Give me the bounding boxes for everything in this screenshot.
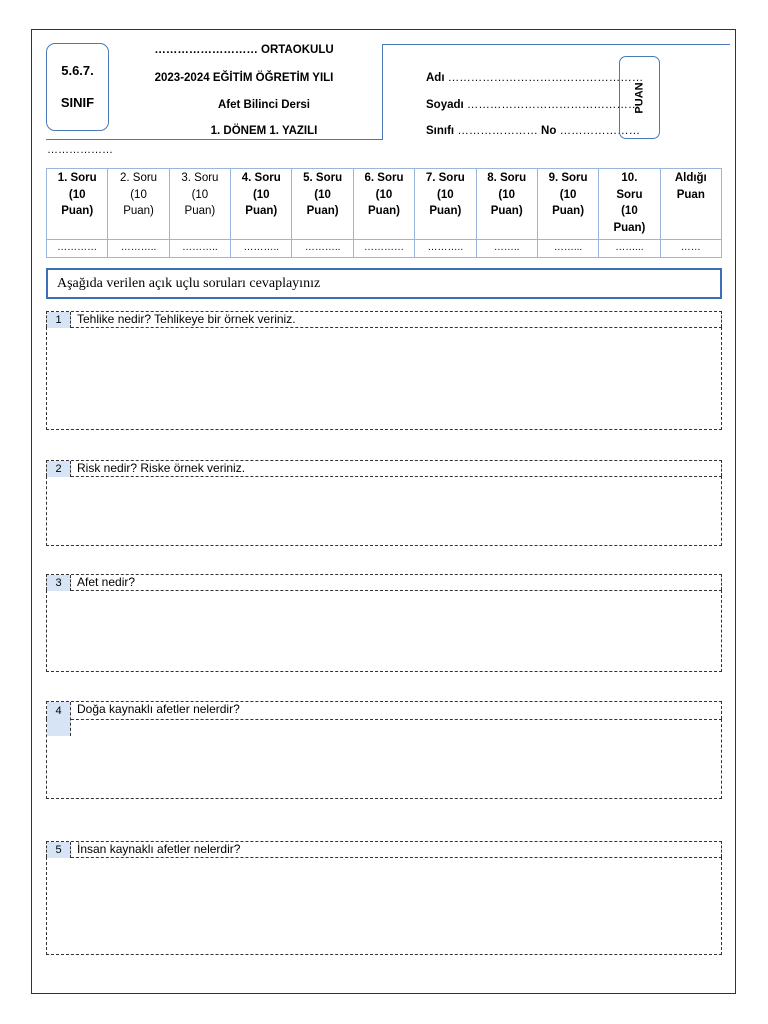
- score-header-cell: [415, 169, 476, 240]
- score-header-line: (10: [559, 188, 577, 201]
- question-header: [46, 841, 722, 857]
- score-header-cell: [660, 169, 721, 240]
- score-header-cell: [292, 169, 353, 240]
- score-header-line: Puan): [123, 205, 154, 217]
- answer-area[interactable]: [46, 590, 722, 672]
- score-header-line: Puan): [613, 221, 646, 234]
- score-table-values-row: [47, 240, 722, 258]
- score-value-cell[interactable]: ………..: [292, 240, 353, 258]
- question-text: Risk nedir? Riske örnek veriniz.: [77, 461, 246, 475]
- score-header-line: (10: [130, 188, 147, 201]
- score-header-line: (10: [252, 188, 270, 201]
- score-header-line: 3. Soru: [181, 172, 219, 184]
- score-value-cell[interactable]: ………..: [231, 240, 292, 258]
- question-text: İnsan kaynaklı afetler nelerdir?: [77, 842, 241, 856]
- score-header-line: 7. Soru: [425, 172, 465, 184]
- score-header-line: 5. Soru: [303, 172, 343, 184]
- score-header-line: (10: [621, 205, 638, 217]
- score-header-cell: [108, 169, 169, 240]
- question-block: [46, 574, 722, 672]
- question-block: [46, 701, 722, 799]
- score-value-cell[interactable]: ………..: [415, 240, 476, 258]
- score-header-cell: [599, 169, 660, 240]
- score-header-cell: [169, 169, 230, 240]
- question-block: [46, 460, 722, 546]
- score-table-header-row: [47, 169, 722, 240]
- no-dots: …………………: [559, 125, 641, 137]
- class-grades: 5.6.7.: [61, 63, 94, 78]
- score-header-cell: [353, 169, 414, 240]
- score-value-cell[interactable]: ……: [660, 240, 721, 258]
- score-value-cell[interactable]: ……...: [537, 240, 598, 258]
- surname-field[interactable]: [426, 99, 639, 111]
- score-header-line: Puan): [368, 205, 400, 217]
- score-header-line: Puan: [676, 188, 705, 201]
- score-header-line: Puan): [552, 205, 585, 217]
- question-header: [46, 574, 722, 590]
- question-text: Doğa kaynaklı afetler nelerdir?: [77, 702, 240, 716]
- question-number: 4: [47, 702, 71, 736]
- score-header-line: 9. Soru: [548, 172, 588, 184]
- score-header-cell: [476, 169, 537, 240]
- score-header-line: (10: [68, 188, 86, 201]
- header-divider: [382, 44, 383, 139]
- school-name: ……………………… ORTAOKULU: [154, 44, 334, 56]
- score-value-cell[interactable]: ……...: [599, 240, 660, 258]
- surname-label: Soyadı: [426, 99, 464, 111]
- score-header-cell: [47, 169, 108, 240]
- answer-area[interactable]: [46, 327, 722, 430]
- header-top-rule: [382, 44, 730, 45]
- score-header-line: Puan): [306, 205, 339, 217]
- question-block: [46, 841, 722, 955]
- score-header-line: (10: [498, 188, 515, 201]
- score-header-cell: [537, 169, 598, 240]
- answer-area[interactable]: [46, 476, 722, 546]
- score-header-line: Puan): [429, 205, 462, 217]
- question-number: 1: [47, 312, 71, 328]
- academic-year: 2023-2024 EĞİTİM ÖĞRETİM YILI: [154, 72, 334, 84]
- score-header-line: 1. Soru: [57, 172, 97, 184]
- question-header: [46, 460, 722, 476]
- score-header-line: (10: [375, 188, 393, 201]
- trailing-dots: ………………: [47, 144, 113, 156]
- score-box-label: PUAN: [633, 81, 646, 114]
- score-value-cell[interactable]: ……..: [476, 240, 537, 258]
- answer-area[interactable]: [46, 857, 722, 955]
- course-name: Afet Bilinci Dersi: [217, 99, 311, 111]
- question-block: [46, 311, 722, 430]
- score-header-line: Soru: [616, 188, 643, 201]
- score-header-line: Puan): [490, 205, 523, 217]
- score-header-line: Aldığı: [674, 172, 707, 184]
- exam-title: 1. DÖNEM 1. YAZILI: [210, 125, 318, 137]
- class-box: [46, 43, 109, 131]
- class-no-field[interactable]: [426, 125, 640, 137]
- instructions-box: Aşağıda verilen açık uçlu soruları cevaplayınız: [46, 268, 722, 299]
- score-header-line: Puan): [184, 205, 216, 217]
- score-box: [619, 56, 660, 139]
- score-value-cell[interactable]: …………: [353, 240, 414, 258]
- score-header-line: Puan): [61, 205, 94, 217]
- score-header-cell: [231, 169, 292, 240]
- answer-area[interactable]: [46, 719, 722, 799]
- surname-dots: ………………………………………: [466, 99, 640, 111]
- class-label: SINIF: [60, 95, 95, 110]
- question-text: Afet nedir?: [77, 575, 136, 589]
- score-header-line: 2. Soru: [120, 172, 158, 184]
- score-header-line: 6. Soru: [364, 172, 404, 184]
- class-field-dots: …………………: [457, 125, 538, 137]
- score-table: [46, 168, 722, 258]
- question-number: 5: [47, 842, 71, 858]
- question-header: [46, 701, 722, 719]
- header-bottom-rule: [46, 139, 383, 140]
- name-dots: ……………………………………………: [447, 72, 644, 84]
- no-label: No: [541, 125, 557, 137]
- score-header-line: Puan): [245, 205, 278, 217]
- score-header-line: (10: [191, 188, 209, 201]
- class-field-label: Sınıfı: [426, 125, 455, 137]
- score-value-cell[interactable]: ………..: [108, 240, 169, 258]
- question-text: Tehlike nedir? Tehlikeye bir örnek veriniz.: [77, 312, 296, 326]
- score-header-line: 8. Soru: [487, 172, 527, 184]
- score-value-cell[interactable]: …………: [47, 240, 108, 258]
- score-header-line: (10: [314, 188, 331, 201]
- score-header-line: 4. Soru: [241, 172, 281, 184]
- score-header-line: 10.: [621, 172, 638, 184]
- score-value-cell[interactable]: ………..: [169, 240, 230, 258]
- question-number: 2: [47, 461, 71, 477]
- question-header: [46, 311, 722, 327]
- name-field[interactable]: [426, 72, 643, 84]
- question-number: 3: [47, 575, 71, 591]
- name-label: Adı: [426, 72, 445, 84]
- score-header-line: (10: [437, 188, 454, 201]
